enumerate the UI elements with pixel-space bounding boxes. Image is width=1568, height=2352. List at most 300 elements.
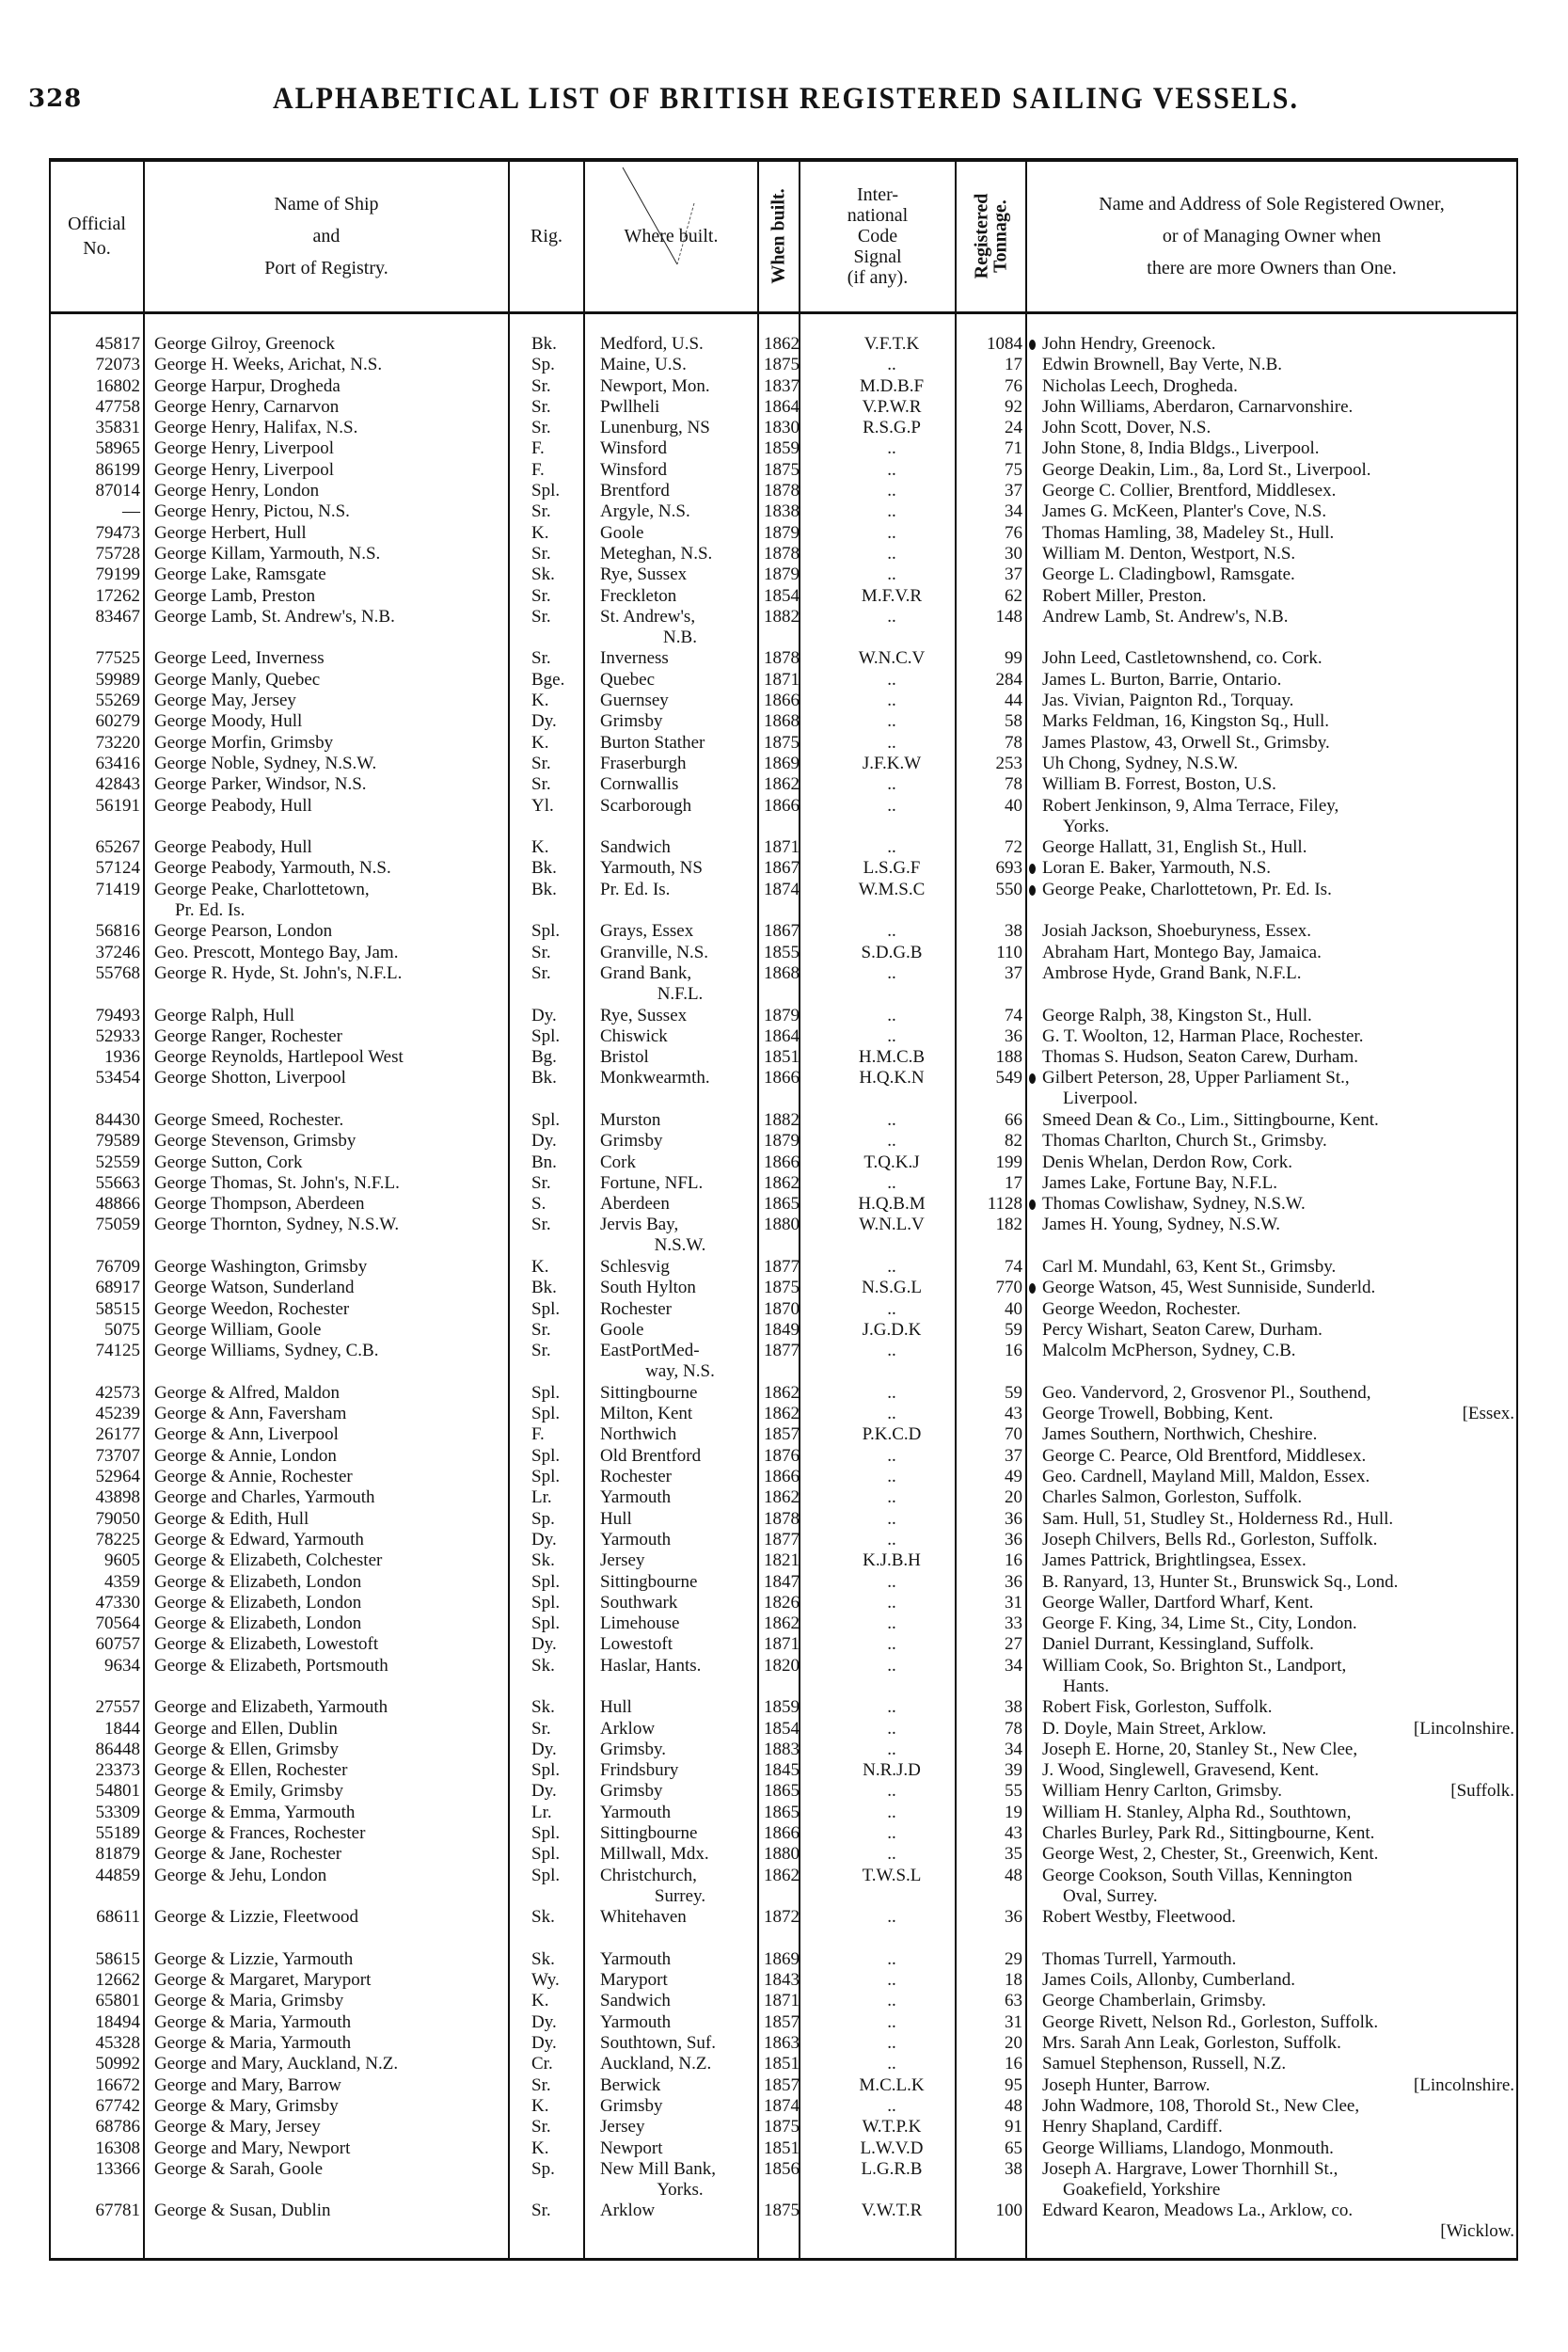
ship-name-port <box>154 2033 512 2054</box>
official-no: 26177 <box>95 1424 140 1445</box>
code-signal: .. <box>887 1907 896 1928</box>
where-built-text: Monkwearmth. <box>600 1068 710 1089</box>
owner-name-address <box>1042 1613 1514 1634</box>
registered-tonnage: 48 <box>1005 2095 1022 2116</box>
registered-tonnage: 24 <box>1005 418 1022 438</box>
owner-text: Geo. Cardnell, Mayland Mill, Maldon, Essex. <box>1042 1467 1370 1487</box>
registered-tonnage: 34 <box>1005 501 1022 522</box>
code-signal: .. <box>887 1467 896 1487</box>
owner-name-address <box>1042 1550 1514 1571</box>
ship-name-text: George & Margaret, Maryport <box>154 1970 372 1991</box>
registered-tonnage: 78 <box>1005 732 1022 753</box>
rig: Sr. <box>531 753 551 773</box>
rig: Dy. <box>531 711 557 732</box>
ship-name-port <box>154 1152 512 1173</box>
code-signal: .. <box>887 1823 896 1844</box>
ship-name-port <box>154 564 512 585</box>
when-built: 1859 <box>764 1697 800 1718</box>
table-row <box>0 1907 1568 1928</box>
table-row <box>0 711 1568 732</box>
table-row <box>0 438 1568 459</box>
where-built-text: Cornwallis <box>600 774 679 795</box>
where-built <box>600 460 760 481</box>
where-built-text: Haslar, Hants. <box>600 1655 702 1676</box>
owner-text: Thomas Turrell, Yarmouth. <box>1042 1948 1237 1969</box>
code-signal: R.S.G.P <box>863 418 921 438</box>
official-no: 16672 <box>95 2074 140 2095</box>
ship-name-text: George & Susan, Dublin <box>154 2201 331 2221</box>
where-built <box>600 1760 760 1781</box>
ship-name-port <box>154 1613 512 1634</box>
rig: Dy. <box>531 1131 557 1152</box>
official-no: 79050 <box>95 1508 140 1529</box>
ship-name-port <box>154 2012 512 2033</box>
where-built <box>600 691 760 711</box>
code-signal: .. <box>887 962 896 983</box>
where-built-text: Rye, Sussex <box>600 564 688 585</box>
table-row <box>0 1740 1568 1760</box>
owner-name-address <box>1042 1907 1514 1928</box>
where-built-text: Milton, Kent <box>600 1404 693 1424</box>
official-no: 16308 <box>95 2137 140 2158</box>
where-built-text: Rochester <box>600 1298 672 1319</box>
table-row <box>0 1383 1568 1404</box>
where-built <box>600 1446 760 1467</box>
where-built <box>600 1257 760 1278</box>
rig: Spl. <box>531 1025 561 1046</box>
where-built <box>600 2033 760 2054</box>
ship-name-port <box>154 1341 512 1361</box>
rig: Sp. <box>531 2158 555 2179</box>
where-built-text: Sandwich <box>600 837 671 858</box>
ship-name-port <box>154 1907 512 1928</box>
ship-name-port <box>154 943 512 963</box>
rig: Dy. <box>531 1005 557 1025</box>
official-no: 67781 <box>95 2201 140 2221</box>
official-no: 58965 <box>95 438 140 459</box>
table-row <box>0 544 1568 564</box>
registered-tonnage: 36 <box>1005 1025 1022 1046</box>
owner-name-address <box>1042 963 1514 984</box>
where-built-text: Sittingbourne <box>600 1571 698 1592</box>
code-signal: J.G.D.K <box>862 1319 922 1340</box>
registered-tonnage: 20 <box>1005 2033 1022 2054</box>
ship-name-port <box>154 963 512 984</box>
where-built <box>600 1006 760 1026</box>
where-built-text: Berwick <box>600 2074 661 2095</box>
rig: Dy. <box>531 1781 557 1802</box>
registered-tonnage: 31 <box>1005 2011 1022 2032</box>
ship-name-text: George Thornton, Sydney, N.S.W. <box>154 1215 400 1235</box>
code-signal: .. <box>887 1445 896 1466</box>
official-no: 70564 <box>95 1613 140 1634</box>
owner-text: George Waller, Dartford Wharf, Kent. <box>1042 1592 1314 1613</box>
rig: Spl. <box>531 1445 561 1466</box>
owner-name-address <box>1042 1487 1514 1508</box>
owner-name-address <box>1042 1572 1514 1593</box>
code-signal: .. <box>887 1844 896 1865</box>
owner-name-address <box>1042 1991 1514 2011</box>
ship-name-port <box>154 921 512 942</box>
rig: Cr. <box>531 2054 553 2074</box>
table-row <box>0 1509 1568 1530</box>
where-built <box>600 1026 760 1047</box>
when-built: 1854 <box>764 585 800 606</box>
header-owner: Name and Address of Sole Registered Owner, or of Managing Owner when there are more Owners than One. <box>1099 194 1445 278</box>
owner-name-address <box>1042 1320 1514 1341</box>
ship-name-port <box>154 2054 512 2074</box>
registered-tonnage: 29 <box>1005 1948 1022 1969</box>
when-built: 1849 <box>764 1319 800 1340</box>
owner-text: George C. Pearce, Old Brentford, Middlesex. <box>1042 1445 1367 1466</box>
where-built-text: Quebec <box>600 669 656 690</box>
code-signal: .. <box>887 1529 896 1549</box>
registered-tonnage: 31 <box>1005 1592 1022 1613</box>
ship-name-port <box>154 1278 512 1298</box>
ship-name-text: George & Sarah, Goole <box>154 2158 324 2179</box>
owner-name-address <box>1042 1110 1514 1131</box>
where-built <box>600 733 760 754</box>
table-row <box>0 1068 1568 1110</box>
ship-name-text: George & Elizabeth, London <box>154 1571 362 1592</box>
when-built: 1875 <box>764 732 800 753</box>
ship-name-port <box>154 837 512 858</box>
registered-tonnage: 30 <box>1005 543 1022 564</box>
code-signal: .. <box>887 355 896 375</box>
where-built-text: Arklow <box>600 1718 656 1739</box>
ship-name-text: George Henry, Liverpool <box>154 438 334 459</box>
table-row <box>0 397 1568 418</box>
owner-name-address <box>1042 1593 1514 1613</box>
where-built <box>600 1152 760 1173</box>
official-no: 79589 <box>95 1131 140 1152</box>
owner-text: Joseph E. Horne, 20, Stanley St., New Clee, <box>1042 1739 1358 1759</box>
ship-name-text: George Gilroy, Greenock <box>154 334 336 354</box>
where-built-text: Grimsby. <box>600 1739 667 1759</box>
owner-text: James L. Burton, Barrie, Ontario. <box>1042 669 1282 690</box>
official-no: 58515 <box>95 1298 140 1319</box>
ship-name-port <box>154 1446 512 1467</box>
rig: Bk. <box>531 1278 557 1298</box>
official-no: 60279 <box>95 711 140 732</box>
owner-name-address <box>1042 1740 1514 1760</box>
rig: Spl. <box>531 1298 561 1319</box>
table-row <box>0 2201 1568 2243</box>
registered-tonnage: 37 <box>1005 564 1022 585</box>
rig: S. <box>531 1194 546 1215</box>
owner-text: Joseph Hunter, Barrow. <box>1042 2074 1211 2095</box>
ship-name-port <box>154 586 512 607</box>
when-built: 1874 <box>764 879 800 899</box>
where-built-text: Newport, Mon. <box>600 375 710 396</box>
ship-name-text: George William, Goole <box>154 1319 322 1340</box>
ship-name-text: George Henry, Carnarvon <box>154 396 340 417</box>
table-row <box>0 963 1568 1006</box>
rig: Spl. <box>531 921 561 942</box>
owner-name-address <box>1042 1068 1514 1109</box>
owner-name-address <box>1042 544 1514 564</box>
code-signal: T.Q.K.J <box>863 1152 920 1172</box>
owner-name-address <box>1042 481 1514 501</box>
registered-tonnage: 1128 <box>987 1194 1022 1215</box>
owner-name-address <box>1042 648 1514 669</box>
registered-tonnage: 37 <box>1005 1445 1022 1466</box>
owner-text: George Rivett, Nelson Rd., Gorleston, Suffolk. <box>1042 2011 1379 2032</box>
official-no: 65801 <box>95 1991 140 2011</box>
rig: F. <box>531 1424 545 1445</box>
where-built-text: Grimsby <box>600 711 663 732</box>
code-signal: .. <box>887 1298 896 1319</box>
ship-name-text: George and Mary, Newport <box>154 2137 351 2158</box>
official-no: 75059 <box>95 1215 140 1235</box>
owner-text: George West, 2, Chester, St., Greenwich, Kent. <box>1042 1844 1379 1865</box>
owner-text: George Hallatt, 31, English St., Hull. <box>1042 837 1307 858</box>
ship-name-port <box>154 1487 512 1508</box>
table-row <box>0 2117 1568 2137</box>
table-row <box>0 586 1568 607</box>
registered-tonnage: 40 <box>1005 795 1022 816</box>
rig: Dy. <box>531 1634 557 1655</box>
when-built: 1872 <box>764 1907 800 1928</box>
code-signal: .. <box>887 1341 896 1361</box>
rig: Bk. <box>531 858 557 879</box>
owner-overflow-bracket: [Essex. <box>1462 1404 1514 1424</box>
code-signal: W.N.L.V <box>859 1215 925 1235</box>
where-built-text: Freckleton <box>600 585 677 606</box>
where-built-text: Maryport <box>600 1970 668 1991</box>
where-built <box>600 1866 760 1907</box>
official-no: 79493 <box>95 1005 140 1025</box>
when-built: 1871 <box>764 1991 800 2011</box>
table-row <box>0 564 1568 585</box>
rig: Sr. <box>531 1172 551 1193</box>
rig: Sp. <box>531 1508 555 1529</box>
where-built-text: Jersey <box>600 1550 645 1571</box>
rig: K. <box>531 1257 549 1278</box>
where-built <box>600 1424 760 1445</box>
table-row <box>0 355 1568 375</box>
when-built: 1871 <box>764 837 800 858</box>
code-signal: W.M.S.C <box>858 879 926 899</box>
owner-name-address <box>1042 1278 1514 1298</box>
table-row <box>0 2033 1568 2054</box>
where-built-text: New Mill Bank, <box>600 2158 716 2179</box>
code-signal: .. <box>887 774 896 795</box>
rig: Sr. <box>531 648 551 669</box>
when-built: 1880 <box>764 1844 800 1865</box>
code-signal: .. <box>887 1970 896 1991</box>
header-tonnage: Registered Tonnage. <box>971 193 1011 279</box>
when-built: 1868 <box>764 962 800 983</box>
where-built-text: Grays, Essex <box>600 921 694 942</box>
where-built <box>600 1299 760 1320</box>
when-built: 1862 <box>764 1404 800 1424</box>
where-built <box>600 1572 760 1593</box>
ship-name-text: George & Ann, Liverpool <box>154 1424 339 1445</box>
rig: Bge. <box>531 669 565 690</box>
where-built-text: Goole <box>600 1319 644 1340</box>
ship-name-port <box>154 334 512 355</box>
rig: Sr. <box>531 1718 551 1739</box>
where-built-text: Auckland, N.Z. <box>600 2054 712 2074</box>
registered-tonnage: 36 <box>1005 1508 1022 1529</box>
code-signal: .. <box>887 438 896 459</box>
table-row <box>0 1719 1568 1740</box>
bullet-marker-icon <box>1029 864 1036 874</box>
official-no: 9605 <box>104 1550 140 1571</box>
table-row <box>0 1446 1568 1467</box>
owner-text: George F. King, 34, Lime St., City, London. <box>1042 1613 1357 1634</box>
code-signal: J.F.K.W <box>862 753 922 773</box>
rig: Spl. <box>531 1760 561 1781</box>
code-signal: .. <box>887 459 896 480</box>
owner-name-address <box>1042 691 1514 711</box>
rig: Sk. <box>531 1550 555 1571</box>
code-signal: H.M.C.B <box>858 1047 926 1068</box>
owner-name-address <box>1042 1697 1514 1718</box>
code-signal: .. <box>887 606 896 627</box>
owner-text: Josiah Jackson, Shoeburyness, Essex. <box>1042 921 1312 942</box>
table-row <box>0 481 1568 501</box>
code-signal: .. <box>887 669 896 690</box>
registered-tonnage: 82 <box>1005 1131 1022 1152</box>
where-built <box>600 1719 760 1740</box>
ship-name-port <box>154 2138 512 2159</box>
where-built <box>600 1656 760 1677</box>
owner-text: D. Doyle, Main Street, Arklow. <box>1042 1718 1267 1739</box>
code-signal: .. <box>887 481 896 501</box>
where-built <box>600 376 760 397</box>
when-built: 1862 <box>764 1865 800 1885</box>
registered-tonnage: 253 <box>995 753 1022 773</box>
owner-name-address <box>1042 501 1514 522</box>
code-signal: .. <box>887 1613 896 1634</box>
owner-name-address <box>1042 334 1514 355</box>
when-built: 1876 <box>764 1445 800 1466</box>
registered-tonnage: 65 <box>1005 2137 1022 2158</box>
where-built <box>600 880 760 900</box>
where-built <box>600 481 760 501</box>
where-built <box>600 1047 760 1068</box>
when-built: 1851 <box>764 1047 800 1068</box>
when-built: 1845 <box>764 1760 800 1781</box>
rig: K. <box>531 522 549 543</box>
where-built <box>600 523 760 544</box>
registered-tonnage: 37 <box>1005 962 1022 983</box>
owner-text: Robert Miller, Preston. <box>1042 585 1207 606</box>
table-row <box>0 2138 1568 2159</box>
rig: Sr. <box>531 1319 551 1340</box>
owner-name-address <box>1042 2138 1514 2159</box>
where-built <box>600 1844 760 1865</box>
ship-name-port <box>154 2117 512 2137</box>
owner-name-address <box>1042 564 1514 585</box>
when-built: 1855 <box>764 942 800 962</box>
owner-text: Denis Whelan, Derdon Row, Cork. <box>1042 1152 1292 1172</box>
where-built <box>600 1634 760 1655</box>
ship-name-text: George and Mary, Barrow <box>154 2074 341 2095</box>
official-no: 1936 <box>104 1047 140 1068</box>
when-built: 1875 <box>764 355 800 375</box>
official-no: 52559 <box>95 1152 140 1172</box>
ship-name-port <box>154 1509 512 1530</box>
where-built <box>600 670 760 691</box>
where-built <box>600 1949 760 1970</box>
official-no: 58615 <box>95 1948 140 1969</box>
table-row <box>0 607 1568 649</box>
official-no: 55189 <box>95 1823 140 1844</box>
official-no: 53454 <box>95 1068 140 1089</box>
official-no: 55269 <box>95 691 140 711</box>
registered-tonnage: 693 <box>995 858 1022 879</box>
official-no: 56191 <box>95 795 140 816</box>
ship-name-text: George and Charles, Yarmouth <box>154 1487 375 1508</box>
ship-name-text: George Peabody, Hull <box>154 795 312 816</box>
owner-name-address <box>1042 460 1514 481</box>
owner-name-address <box>1042 1047 1514 1068</box>
ship-name-port <box>154 544 512 564</box>
code-signal: N.S.G.L <box>862 1278 922 1298</box>
rig: Bk. <box>531 1068 557 1089</box>
official-no: 59989 <box>95 669 140 690</box>
ship-name-text: George Ranger, Rochester <box>154 1025 342 1046</box>
code-signal: .. <box>887 1571 896 1592</box>
ship-name-port <box>154 1424 512 1445</box>
when-built: 1869 <box>764 753 800 773</box>
rig: Spl. <box>531 1592 561 1613</box>
owner-text: James Pattrick, Brightlingsea, Essex. <box>1042 1550 1307 1571</box>
registered-tonnage: 74 <box>1005 1257 1022 1278</box>
where-built <box>600 943 760 963</box>
registered-tonnage: 95 <box>1005 2074 1022 2095</box>
owner-text: John Scott, Dover, N.S. <box>1042 418 1212 438</box>
ship-name-port <box>154 774 512 795</box>
table-row <box>0 1634 1568 1655</box>
where-built-text: Millwall, Mdx. <box>600 1844 709 1865</box>
ship-name-port <box>154 1068 512 1089</box>
owner-continuation: Goakefield, Yorkshire <box>1063 2179 1221 2200</box>
registered-tonnage: 1084 <box>987 334 1022 354</box>
ship-name-text: George Smeed, Rochester. <box>154 1109 344 1130</box>
owner-text: Uh Chong, Sydney, N.S.W. <box>1042 753 1239 773</box>
where-built-text: Limehouse <box>600 1613 680 1634</box>
owner-name-address <box>1042 1341 1514 1361</box>
when-built: 1877 <box>764 1257 800 1278</box>
when-built: 1863 <box>764 2033 800 2054</box>
owner-name-address <box>1042 1424 1514 1445</box>
where-built-text: Yarmouth <box>600 1948 672 1969</box>
rig: Bk. <box>531 879 557 899</box>
where-built-text: Inverness <box>600 648 669 669</box>
owner-text: William Henry Carlton, Grimsby. <box>1042 1781 1282 1802</box>
official-no: 52964 <box>95 1467 140 1487</box>
table-row <box>0 376 1568 397</box>
ship-name-text: George Shotton, Liverpool <box>154 1068 346 1089</box>
ship-name-text: George and Mary, Auckland, N.Z. <box>154 2054 399 2074</box>
when-built: 1857 <box>764 2074 800 2095</box>
where-built-text: Pwllheli <box>600 396 660 417</box>
owner-name-address <box>1042 880 1514 900</box>
official-no: 78225 <box>95 1529 140 1549</box>
registered-tonnage: 16 <box>1005 1341 1022 1361</box>
ship-name-port <box>154 1467 512 1487</box>
registered-tonnage: 78 <box>1005 774 1022 795</box>
when-built: 1866 <box>764 795 800 816</box>
ship-name-port <box>154 607 512 628</box>
owner-name-address <box>1042 1866 1514 1907</box>
registered-tonnage: 70 <box>1005 1424 1022 1445</box>
table-row <box>0 1866 1568 1908</box>
